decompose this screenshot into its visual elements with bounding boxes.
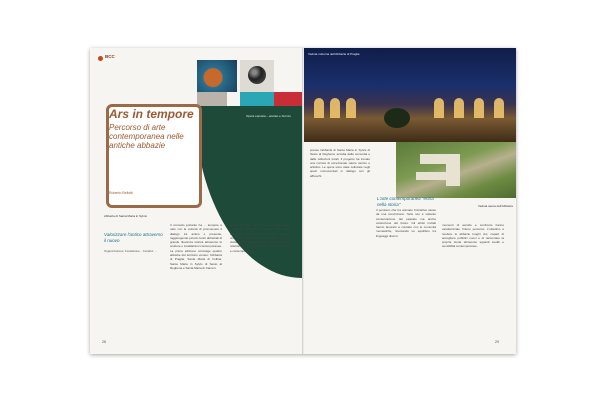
lit-arch [314, 98, 324, 118]
decor-swatch-red [274, 92, 302, 106]
article-title: Ars in tempore [109, 107, 194, 121]
brand-name: BCC [105, 54, 115, 59]
green-block-caption: Opera esposta – acciaio e bronzo [246, 114, 291, 118]
lit-arch [330, 98, 340, 118]
building-wing [416, 172, 446, 180]
page-number-left: 28 [102, 340, 106, 344]
artwork-photo-1 [197, 60, 237, 92]
sidebar-info: Organizzazione: Fondazione... Curatrici: ... [104, 249, 158, 253]
lit-arch [494, 98, 504, 118]
location-caption: Abbazia di Santa Maria in Sylvis [104, 214, 147, 218]
article-subtitle: Percorso di arte contemporanea nelle antiche abbazie [109, 123, 184, 150]
sculpture-sphere [248, 66, 266, 84]
abbey-night-photo [304, 48, 516, 142]
lit-arch [454, 98, 464, 118]
decor-swatch-teal [240, 92, 274, 106]
building-roof [420, 154, 460, 164]
article-author: Roberto Bellotti [109, 191, 133, 195]
page-number-right: 29 [495, 340, 499, 344]
tree-silhouette [384, 108, 410, 128]
sidebar-heading: Valorizzare l'antico attraverso il nuovo [104, 232, 163, 243]
lit-arch [474, 98, 484, 118]
body-column-3: presso l'abbazia di Santa Maria in Sylvis di Sesto al Reghena, accolta dalla comunità e dalle istituzioni locali, il progetto ha trovato una cornice di eccezionale valore storico e artistico. Le opere sono state collocate negli spazi monumentali in dialogo con gli affreschi. [310, 148, 370, 178]
lit-arch [346, 98, 356, 118]
body-column-4: Il pensiero che ha animato l'iniziativa nasce da una convinzione: l'arte non è soltanto conservazione del passato ma anche costruzione del futuro. Gli artisti invitati hanno lavorato a contatto con le comunità monastiche, ricercando un equilibrio tra linguaggi diversi. [376, 208, 436, 238]
section-heading: L'arte contemporanea "entra nella storia" [377, 196, 434, 207]
building-tower [446, 164, 460, 186]
body-column-2: di Santa Maria di Follina. Le esposizioni intendono ridefinire il senso del luogo attraverso gli sguardi degli artisti, offrendo una prospettiva insolita sul patrimonio. La visita si articola tra chiostri, sale capitolari e refettori, in un percorso che unisce memoria e contemporaneità. [230, 223, 290, 253]
body-column-5: momenti di ascolto e confronto hanno caratterizzato l'intero percorso. L'obiettivo è rendere le abbazie luoghi vivi, capaci di accogliere pubblici nuovi e di raccontare la propria storia attraverso sguardi inediti e sensibilità contemporanee. [442, 223, 504, 249]
lit-arch [434, 98, 444, 118]
artwork-photo-2 [240, 60, 274, 92]
night-photo-caption: Veduta notturna dell'Abbazia di Praglia [308, 52, 360, 56]
body-column-1: Il concetto portante ha ... tempore è nato con la volontà di promuovere il dialogo tra antico e presente, raggiungendo piccoli centri abbaziali di grande rilevanza storica attraverso le sculture e installazioni contemporanee. La prima edizione coinvolge quattro abbazie del territorio veneto: l'Abbazia di Praglia, Santa Maria di Follina, Santa Maria in Sylvis di Sesto al Reghena e Santa Maria di Carceri. [170, 223, 222, 270]
aerial-photo-caption: Veduta aerea dell'Abbazia [478, 204, 513, 208]
decor-swatch-gray [197, 92, 227, 106]
abbey-aerial-photo [396, 142, 516, 198]
magazine-spread [90, 48, 516, 354]
brand-logo-icon [98, 56, 103, 61]
